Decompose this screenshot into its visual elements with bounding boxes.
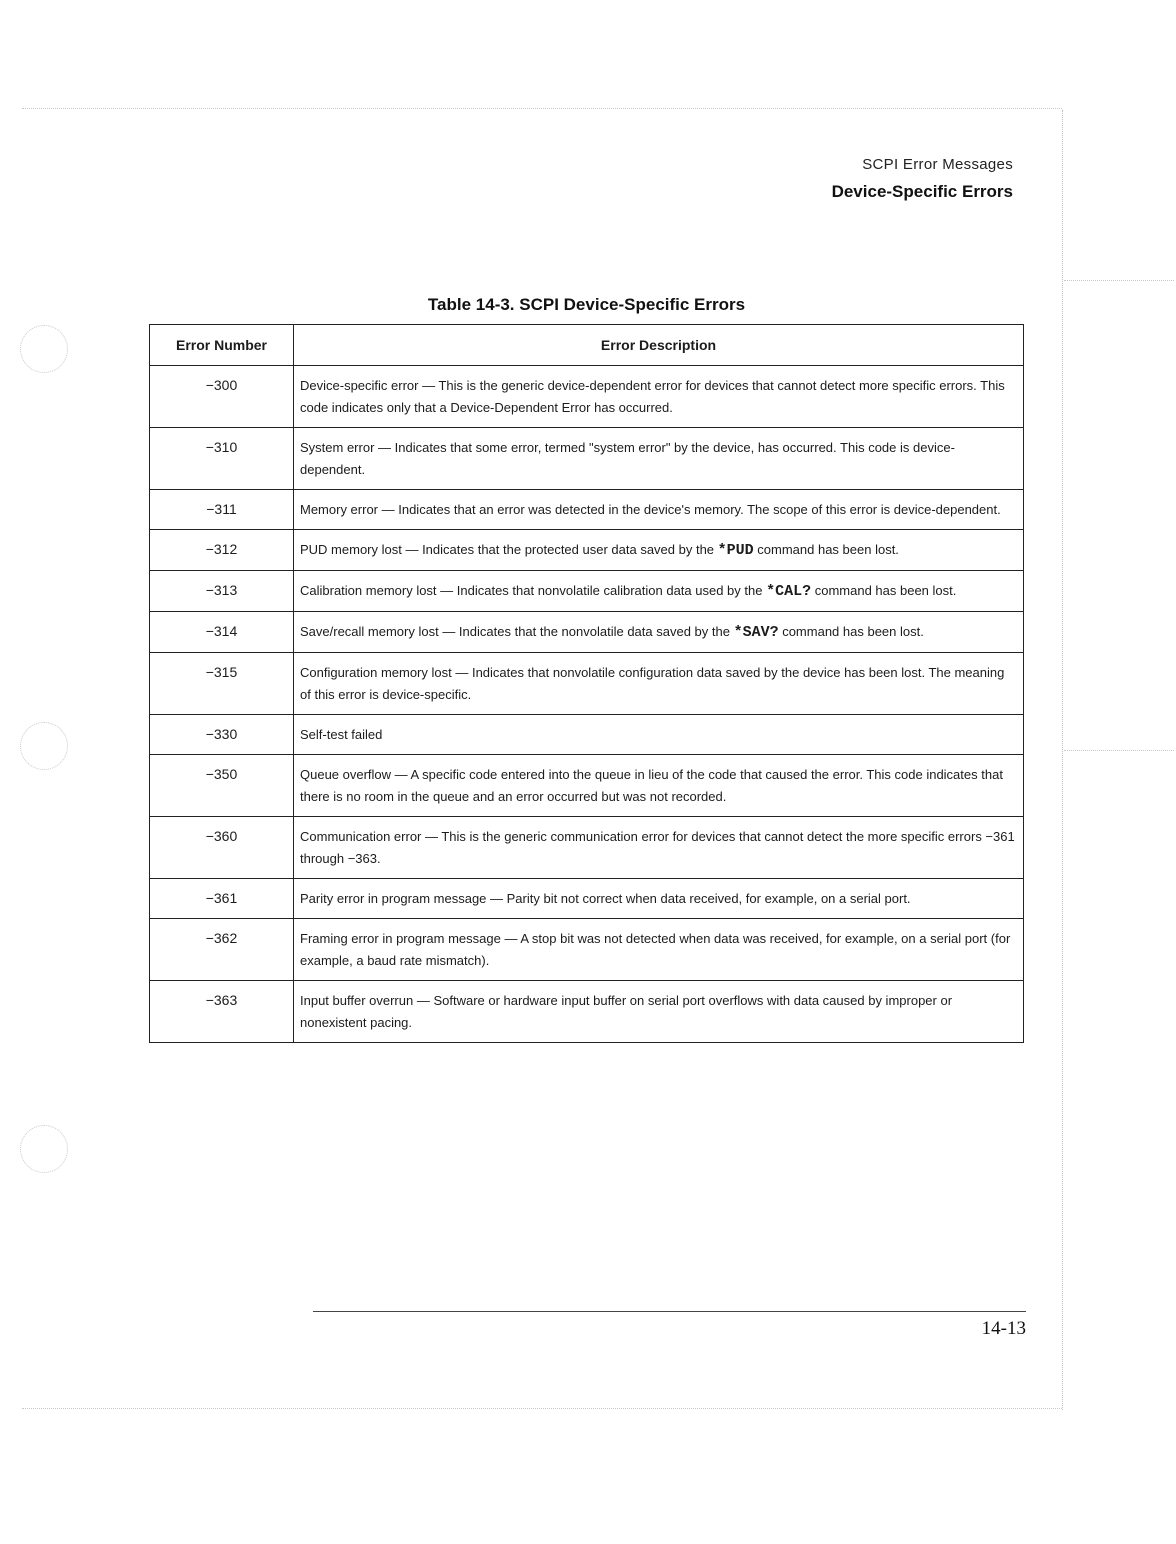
table-row: [150, 366, 1024, 428]
table-caption: Table 14-3. SCPI Device-Specific Errors: [427, 295, 746, 314]
error-description-cell: [294, 879, 1024, 919]
table-row: [150, 571, 1024, 612]
error-description-cell: [294, 755, 1024, 817]
footer-rule: [313, 1311, 1026, 1312]
command-code: *PUD: [717, 542, 754, 559]
description-text: Framing error in program message — A stop bit was not detected when data was received, for example, on a serial port (for example, a baud rate mismatch).: [300, 931, 1011, 968]
error-description-cell: [294, 366, 1024, 428]
command-code: *CAL?: [766, 583, 812, 600]
description-text: command has been lost.: [753, 542, 899, 557]
error-description-cell: [294, 530, 1024, 571]
page-number: 14-13: [981, 1318, 1026, 1339]
description-text: Parity error in program message — Parity bit not correct when data received, for example, on a serial port.: [300, 891, 911, 906]
error-number-cell: −310: [150, 428, 294, 490]
error-number-cell: −315: [150, 653, 294, 715]
description-text: PUD memory lost — Indicates that the protected user data saved by the: [300, 542, 718, 557]
error-description-cell: [294, 981, 1024, 1043]
error-description-cell: [294, 817, 1024, 879]
error-number-cell: −312: [150, 530, 294, 571]
table-row: [150, 879, 1024, 919]
description-text: Input buffer overrun — Software or hardware input buffer on serial port overflows with data caused by improper or nonexistent pacing.: [300, 993, 953, 1030]
description-text: Memory error — Indicates that an error was detected in the device's memory. The scope of this error is device-dependent.: [300, 502, 1001, 517]
table-row: [150, 817, 1024, 879]
description-text: Self-test failed: [300, 727, 383, 742]
table-row: [150, 715, 1024, 755]
table-header-row: [150, 325, 1024, 366]
scan-tick-right: [1064, 750, 1174, 751]
error-number-cell: −350: [150, 755, 294, 817]
error-number-cell: −300: [150, 366, 294, 428]
error-number-cell: −360: [150, 817, 294, 879]
error-number-cell: −311: [150, 490, 294, 530]
description-text: System error — Indicates that some error, termed "system error" by the device, has occurred. This code is device-dependent.: [300, 440, 955, 477]
table-row: [150, 530, 1024, 571]
error-description-cell: [294, 919, 1024, 981]
column-header-error-description: Error Description: [294, 325, 1024, 366]
table-row: [150, 428, 1024, 490]
scan-edge-right: [1062, 110, 1063, 1410]
table-row: [150, 919, 1024, 981]
error-number-cell: −313: [150, 571, 294, 612]
error-number-cell: −363: [150, 981, 294, 1043]
description-text: command has been lost.: [778, 624, 924, 639]
error-number-cell: −330: [150, 715, 294, 755]
error-table: [149, 324, 1024, 1043]
description-text: Communication error — This is the generic communication error for devices that cannot detect the more specific errors −361 through −363.: [300, 829, 1015, 866]
command-code: *SAV?: [733, 624, 779, 641]
error-description-cell: [294, 428, 1024, 490]
column-header-error-number: Error Number: [150, 325, 294, 366]
description-text: Configuration memory lost — Indicates that nonvolatile configuration data saved by the device has been lost. The meaning of this error is device-specific.: [300, 665, 1005, 702]
punch-hole: [20, 1125, 68, 1173]
table-body: [150, 366, 1024, 1043]
error-description-cell: [294, 612, 1024, 653]
table-row: [150, 981, 1024, 1043]
table-row: [150, 653, 1024, 715]
punch-hole: [20, 325, 68, 373]
scan-edge-top: [22, 108, 1062, 109]
scan-edge-bottom: [22, 1408, 1062, 1409]
description-text: Device-specific error — This is the generic device-dependent error for devices that cannot detect more specific errors. This code indicates only that a Device-Dependent Error has occurred.: [300, 378, 1005, 415]
running-header-title: Device-Specific Errors: [831, 182, 1013, 201]
error-description-cell: [294, 490, 1024, 530]
error-description-cell: [294, 715, 1024, 755]
error-description-cell: [294, 653, 1024, 715]
table-row: [150, 755, 1024, 817]
error-number-cell: −362: [150, 919, 294, 981]
table-row: [150, 490, 1024, 530]
description-text: command has been lost.: [811, 583, 957, 598]
error-number-cell: −361: [150, 879, 294, 919]
description-text: Queue overflow — A specific code entered into the queue in lieu of the code that caused the error. This code indicates that there is no room in the queue and an error occurred but was not recorded.: [300, 767, 1003, 804]
description-text: Calibration memory lost — Indicates that nonvolatile calibration data used by the: [300, 583, 767, 598]
scan-tick-right: [1064, 280, 1174, 281]
error-number-cell: −314: [150, 612, 294, 653]
description-text: Save/recall memory lost — Indicates that the nonvolatile data saved by the: [300, 624, 734, 639]
punch-hole: [20, 722, 68, 770]
table-row: [150, 612, 1024, 653]
error-description-cell: [294, 571, 1024, 612]
running-header-section: SCPI Error Messages: [862, 156, 1013, 173]
